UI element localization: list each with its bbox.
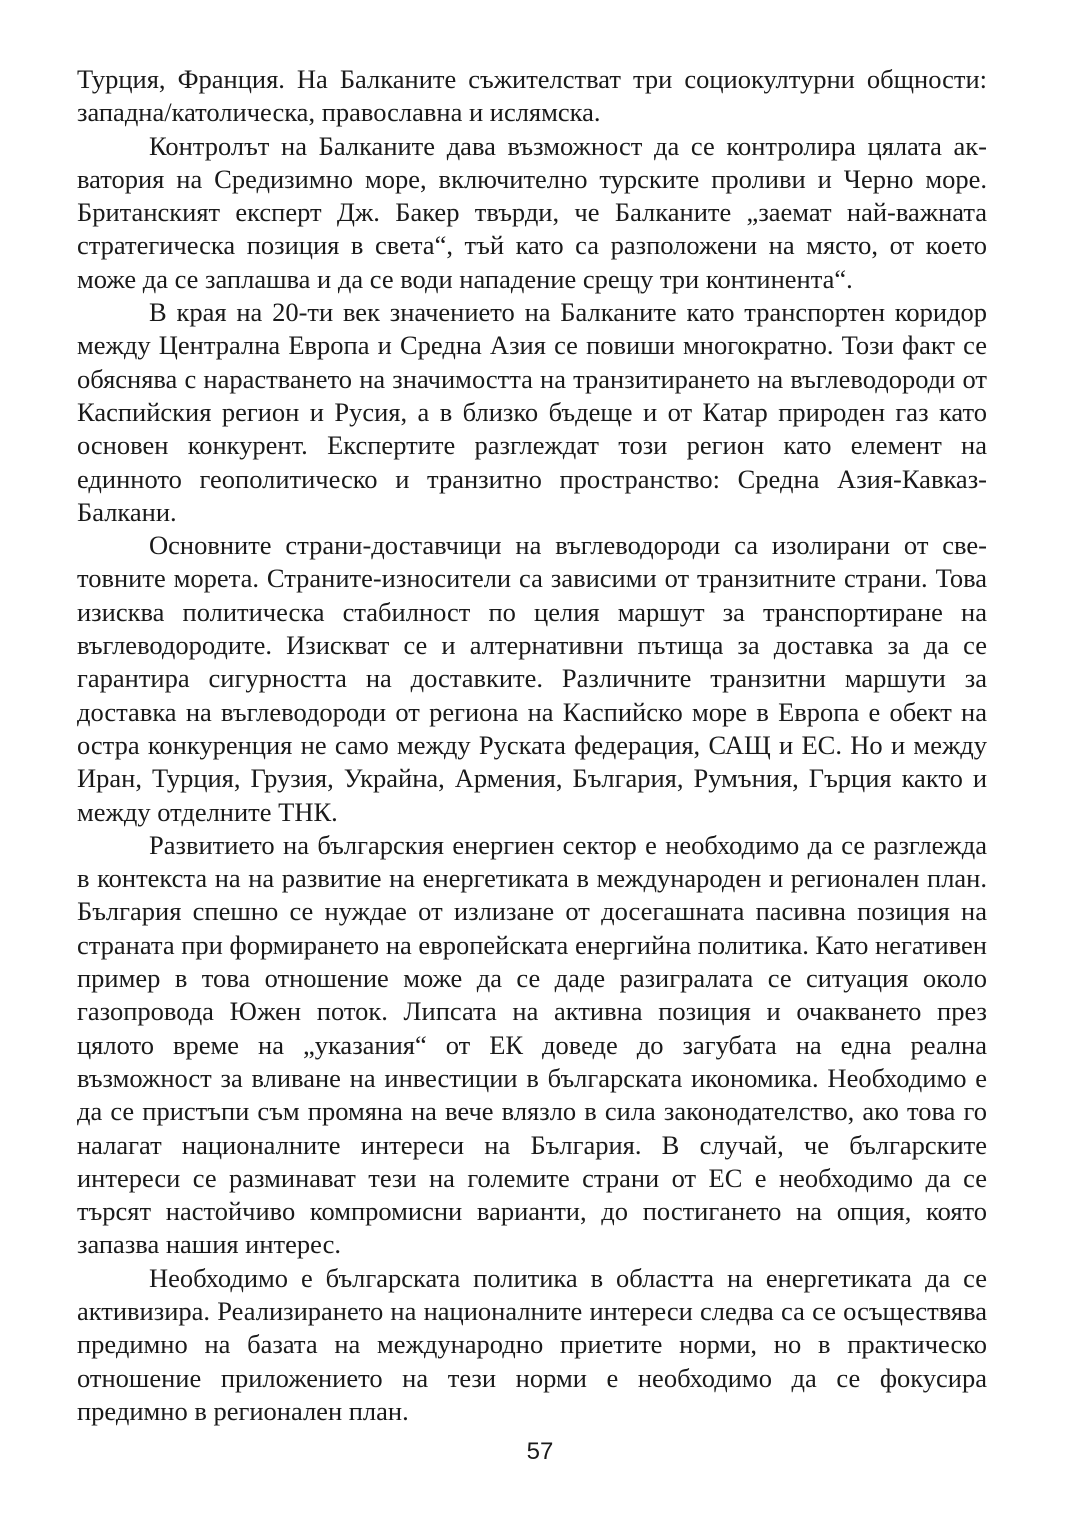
paragraph-3: В края на 20-ти век значението на Балканите като транспортен коридор между Централна Европа и Средна Азия се повиши многократно. Този факт се обяснява с нарастването на значимостта на транзитирането на въглеводороди от Каспийския регион и Русия, а в близко бъдеще и от Катар природен газ като основен конкурент. Експертите разглеждат този регион като елемент на единното геополитическо и транзитно пространство: Средна Азия-Кавказ-Балкани. [77, 297, 987, 527]
page-number: 57 [526, 1438, 554, 1465]
paragraph-2: Контролът на Балканите дава възможност да се контролира цялата акватория на Средизимно море, включително турските проливи и Черно море. Британският експерт Дж. Бакер твърди, че Балканите „заемат най-важната стратегическа позиция в света“, тъй като са разположени на място, от което може да се заплашва и да се води нападение срещу три континента“. [77, 130, 987, 294]
paragraph-6: Необходимо е българската политика в областта на енергетиката да се активизира. Реализирането на националните интереси следва са се осъществява предимно на базата на международно приетите норми, но в практическо отношение приложението на тези норми е необходимо да се фокусира предимно в регионален план. [77, 1262, 987, 1426]
paragraph-4: Основните страни-доставчици на въглеводороди са изолирани от световните морета. Страните-износители са зависими от транзитните страни. Това изисква политическа стабилност по целия маршут за транспортиране на въглеводородите. Изискват се и алтернативни пътища за доставка за да се гарантира сигурността на доставките. Различните транзитни маршути за доставка на въглеводороди от региона на Каспийско море в Европа е обект на остра конкуренция не само между Руската федерация, САЩ и ЕС. Но и между Иран, Турция, Грузия, Украйна, Армения, България, Румъния, Гърция както и между отделните ТНК. [77, 530, 987, 827]
paragraph-5: Развитието на българския енергиен сектор е необходимо да се разглежда в контекста на на развитие на енергетиката в международен и регионален план. България спешно се нуждае от излизане от досегашната пасивна позиция на страната при формирането на европейската енергийна политика. Като негативен пример в това отношение може да се даде разигралата се ситуация около газопровода Южен поток. Липсата на активна позиция и очакването през цялото време на „указания“ от ЕК доведе до загубата на една реална възможност за вливане на инвестиции в българската икономика. Необходимо е да се пристъпи съм промяна на вече влязло в сила законодателство, ако това го налагат националните интереси на България. В случай, че българските интереси се разминават тези на големите страни от ЕС е необходимо да се търсят настойчиво компромисни варианти, до постигането на опция, която запазва нашия интерес. [77, 829, 987, 1260]
paragraph-1: Турция, Франция. На Балканите съжителстват три социокултурни общности: западна/католическа, православна и ислямска. [77, 64, 987, 128]
body-text [77, 63, 987, 1428]
